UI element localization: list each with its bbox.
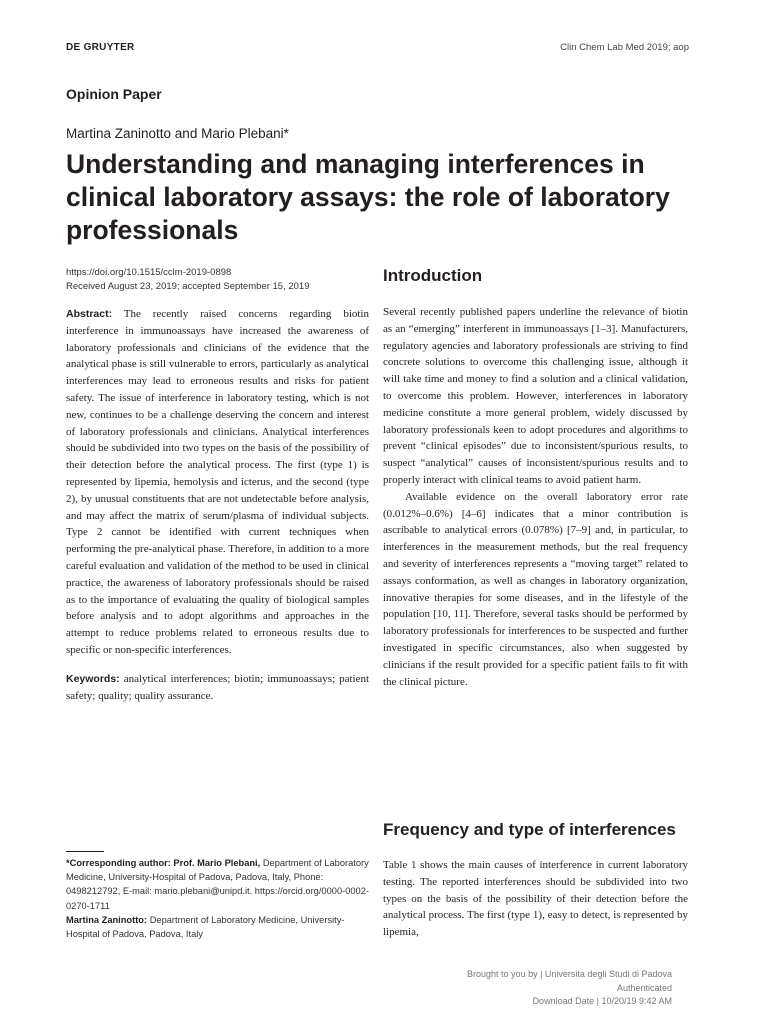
frequency-body (383, 857, 688, 941)
corresponding-author-label: *Corresponding author: Prof. Mario Plebani, (66, 858, 261, 868)
introduction-body (383, 304, 688, 690)
publisher-name: DE GRUYTER (66, 42, 135, 53)
abstract-column (66, 306, 369, 704)
access-institution: Brought to you by | Universita degli Studi di Padova (467, 969, 672, 979)
frequency-paragraph-1: Table 1 shows the main causes of interference in current laboratory testing. The reported interferences should be subdivided into two types on the basis of the possibility of their detection before the analytical process. The first (type 1), easy to detect, is represented by lipemia, (383, 859, 688, 939)
access-status: Authenticated (616, 982, 672, 993)
download-date: Download Date | 10/20/19 9:42 AM (532, 996, 672, 1006)
corresponding-author-note (66, 856, 371, 913)
abstract-text: The recently raised concerns regarding biotin interference in immunoassays have increased the awareness of laboratory professionals and clinicians of the evidence that the analytical phase is still vulnerable to errors, particularly as analytical interferences may lead to erroneous results and risks for patient safety. The issue of interference in laboratory testing, which is not new, continues to be a challenge deserving the concern and interest of laboratory professionals and clinicians. Analytical interferences should be subdivided into two types on the basis of the possibility of their detection before the analytical process. The first (type 1) is represented by lipemia, hemolysis and icterus, and the second (type 2), by unusual constituents that are not undetectable before analysis, and may affect the matrix of serum/plasma of individual subjects. Type 2 cannot be identified with current techniques when performing the pre-analytical phase. Therefore, in addition to a more careful evaluation and validation of the method to be used in clinical practice, the awareness of laboratory professionals should be raised as to the importance of evaluating the quality of biological samples before analysis and to adopt algorithms and approaches in the attempt to reduce problems related to erroneous results due to specific or non-specific interferences. (66, 308, 369, 656)
received-dates: Received August 23, 2019; accepted September 15, 2019 (66, 281, 310, 292)
second-author-details: Department of Laboratory Medicine, University-Hospital of Padova, Padova, Italy (66, 914, 345, 940)
keywords-text: analytical interferences; biotin; immunoassays; patient safety; quality; quality assurance. (66, 672, 370, 702)
introduction-paragraph-2: Available evidence on the overall laboratory error rate (0.012%–0.6%) [4–6] indicates that a minor contribution is ascribable to analytical errors (0.078%) [7–9] and, in particular, to interferences in the measurement methods, but the real frequency and severity of interferences represents a “moving target” related to assays conformation, as well as changes in laboratory organization, innovative therapies for some diseases, and in the lifestyle of the population [10, 11]. Therefore, several tasks should be performed by laboratory professionals for interferences to be suspected and further investigated in specific circumstances, also when suggested by clinicians if the result provided for a specific patient fails to fit with the clinical picture. (383, 490, 688, 688)
introduction-paragraph-1: Several recently published papers underline the relevance of biotin as an “emerging” interferent in immunoassays [1–3]. Manufacturers, regulatory agencies and laboratory professionals are striving to find concrete solutions to overcome this challenging issue, although it will take time and money to find a solution and a clinical validation, to overcome this problem. However, interferences in laboratory medicine constitute a more general problem, widely discussed by laboratory professionals keen to adopt procedures and algorithms to prevent “clinical episodes” due to inconsistent/spurious results, to suspect “analytical” causes of inconsistent/spurious results and to properly interact with clinical teams to avoid patient harm. (383, 306, 688, 486)
second-author-label: Martina Zaninotto: (66, 914, 148, 925)
article-meta (66, 266, 309, 294)
second-author-note (66, 913, 371, 941)
corresponding-author-details: Department of Laboratory Medicine, University-Hospital of Padova, Padova, Italy, Phone: 0498212792, E-mail: mario.plebani@unipd.it. https://orcid.org/0000-0002-0270-1711 (66, 858, 369, 911)
abstract-label: Abstract: (66, 308, 113, 320)
footnote (66, 856, 371, 941)
doi-link[interactable]: https://doi.org/10.1515/cclm-2019-0898 (66, 267, 232, 278)
section-heading-frequency: Frequency and type of interferences (383, 820, 676, 839)
section-heading-introduction: Introduction (383, 266, 483, 285)
abstract (66, 306, 369, 659)
article-title: Understanding and managing interferences in clinical laboratory assays: the role of laboratory professionals (66, 149, 670, 245)
access-stamp (467, 968, 672, 1009)
keywords-label: Keywords: (66, 672, 120, 685)
article-type: Opinion Paper (66, 86, 162, 102)
keywords (66, 671, 369, 705)
journal-reference: Clin Chem Lab Med 2019; aop (560, 42, 689, 53)
footnote-divider (66, 851, 104, 852)
author-list: Martina Zaninotto and Mario Plebani* (66, 126, 289, 141)
